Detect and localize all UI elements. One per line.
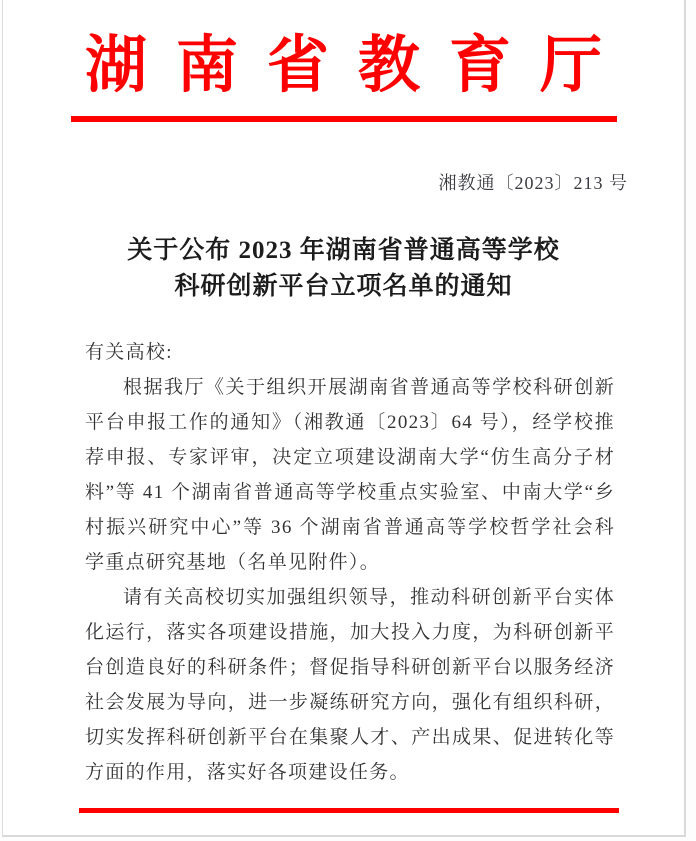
body-paragraph-2: 请有关高校切实加强组织领导，推动科研创新平台实体化运行，落实各项建设措施，加大投入力度，为科研创新平台创造良好的科研条件；督促指导科研创新平台以服务经济社会发展为导向，进一步凝练研究方向，强化有组织科研，切实发挥科研创新平台在集聚人才、产出成果、促进转化等方面的作用，落实好各项建设任务。 — [85, 587, 615, 783]
document-page — [2, 0, 686, 837]
body-paragraph-1: 根据我厅《关于组织开展湖南省普通高等学校科研创新平台申报工作的通知》（湘教通〔2023〕64 号），经学校推荐申报、专家评审，决定立项建设湖南大学“仿生高分子材料”等 41 个湖南省普通高等学校重点实验室、中南大学“乡村振兴研究中心”等 36 个湖南省普通高等学校哲学社会科学重点研究基地（名单见附件）。 — [85, 377, 615, 573]
agency-letterhead-title: 湖南省教育厅 — [84, 32, 631, 100]
document-title-line-2: 科研创新平台立项名单的通知 — [174, 273, 513, 300]
letterhead-divider-rule — [71, 116, 617, 122]
document-title-line-1: 关于公布 2023 年湖南省普通高等学校 — [127, 237, 560, 264]
footer-divider-rule — [79, 808, 619, 813]
document-body — [85, 335, 615, 790]
salutation-line: 有关高校: — [85, 342, 173, 363]
document-title — [3, 233, 684, 305]
document-reference-number: 湘教通〔2023〕213 号 — [438, 173, 628, 193]
